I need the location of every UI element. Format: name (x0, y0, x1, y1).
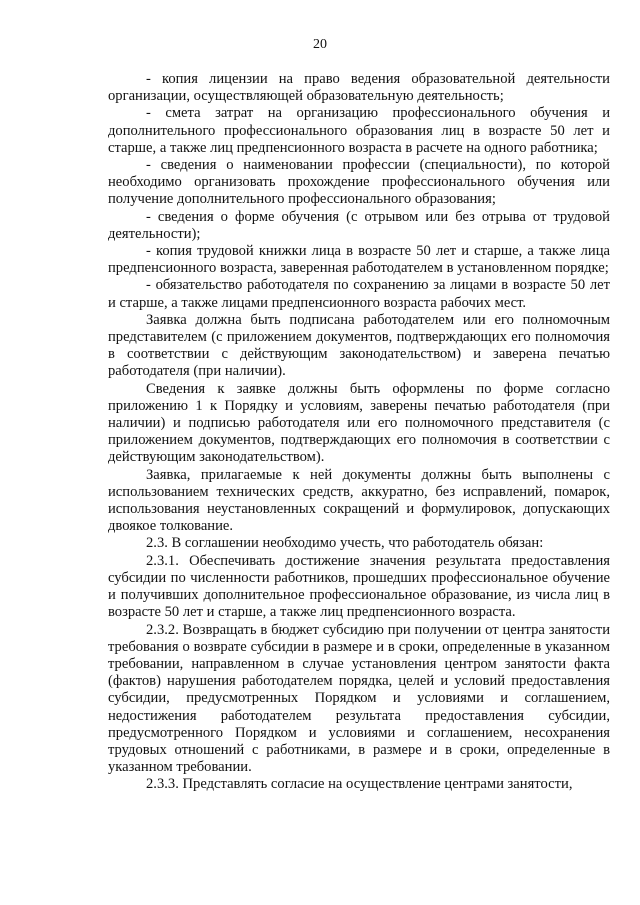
clause-2-3-1: 2.3.1. Обеспечивать достижение значения результата предоставления субсидии по численности работников, прошедших профессиональное обучение и получивших дополнительное профессиональное образование, из числа лиц в возрасте 50 лет и старше, а также лиц предпенсионного возраста. (108, 552, 610, 621)
list-item-job-retention-obligation: - обязательство работодателя по сохранению за лицами в возрасте 50 лет и старше, а также лицами предпенсионного возраста рабочих мест. (108, 277, 610, 311)
list-item-training-form: - сведения о форме обучения (с отрывом или без отрыва от трудовой деятельности); (108, 208, 610, 242)
clause-2-3-3: 2.3.3. Представлять согласие на осуществление центрами занятости, (146, 776, 573, 793)
section-2-3-heading: 2.3. В соглашении необходимо учесть, что работодатель обязан: (146, 535, 544, 552)
list-item-profession-info: - сведения о наименовании профессии (специальности), по которой необходимо организовать прохождение профессионального обучения или получение дополнительного профессионального образования; (108, 157, 610, 208)
paragraph-document-requirements: Заявка, прилагаемые к ней документы должны быть выполнены с использованием технических средств, аккуратно, без исправлений, помарок, использования неустановленных сокращений и формулировок, допускающих двоякое толкование. (108, 466, 610, 535)
paragraph-application-signature: Заявка должна быть подписана работодателем или его полномочным представителем (с приложением документов, подтверждающих его полномочия в соответствии с действующим законодательством) и заверена печатью работодателя (при наличии). (108, 311, 610, 380)
list-item-employment-record-copy: - копия трудовой книжки лица в возрасте 50 лет и старше, а также лица предпенсионного возраста, заверенная работодателем в установленном порядке; (108, 243, 610, 277)
page-number: 20 (313, 37, 327, 52)
paragraph-application-details: Сведения к заявке должны быть оформлены по форме согласно приложению 1 к Порядку и условиям, заверены печатью работодателя (при наличии) и подписью работодателя или его полномочного представителя (с приложением документов, подтверждающих его полномочия в соответствии с действующим законодательством). (108, 380, 610, 466)
clause-2-3-2: 2.3.2. Возвращать в бюджет субсидию при получении от центра занятости требования о возврате субсидии в размере и в сроки, определенные в указанном требовании, направленном в случае установления центром занятости факта (фактов) нарушения работодателем порядка, целей и условий предоставления субсидии, предусмотренных Порядком и условиями и соглашением, недостижения работодателем результата предоставления субсидии, предусмотренного Порядком и условиями и соглашением, несохранения трудовых отношений с работниками, в размере и в сроки, определенные в указанном требовании. (108, 621, 610, 776)
list-item-license-copy: - копия лицензии на право ведения образовательной деятельности организации, осуществляющей образовательную деятельность; (108, 71, 610, 105)
list-item-cost-estimate: - смета затрат на организацию профессионального обучения и дополнительного профессионального образования лиц в возрасте 50 лет и старше, а также лиц предпенсионного возраста в расчете на одного работника; (108, 105, 610, 156)
document-body (108, 71, 610, 794)
